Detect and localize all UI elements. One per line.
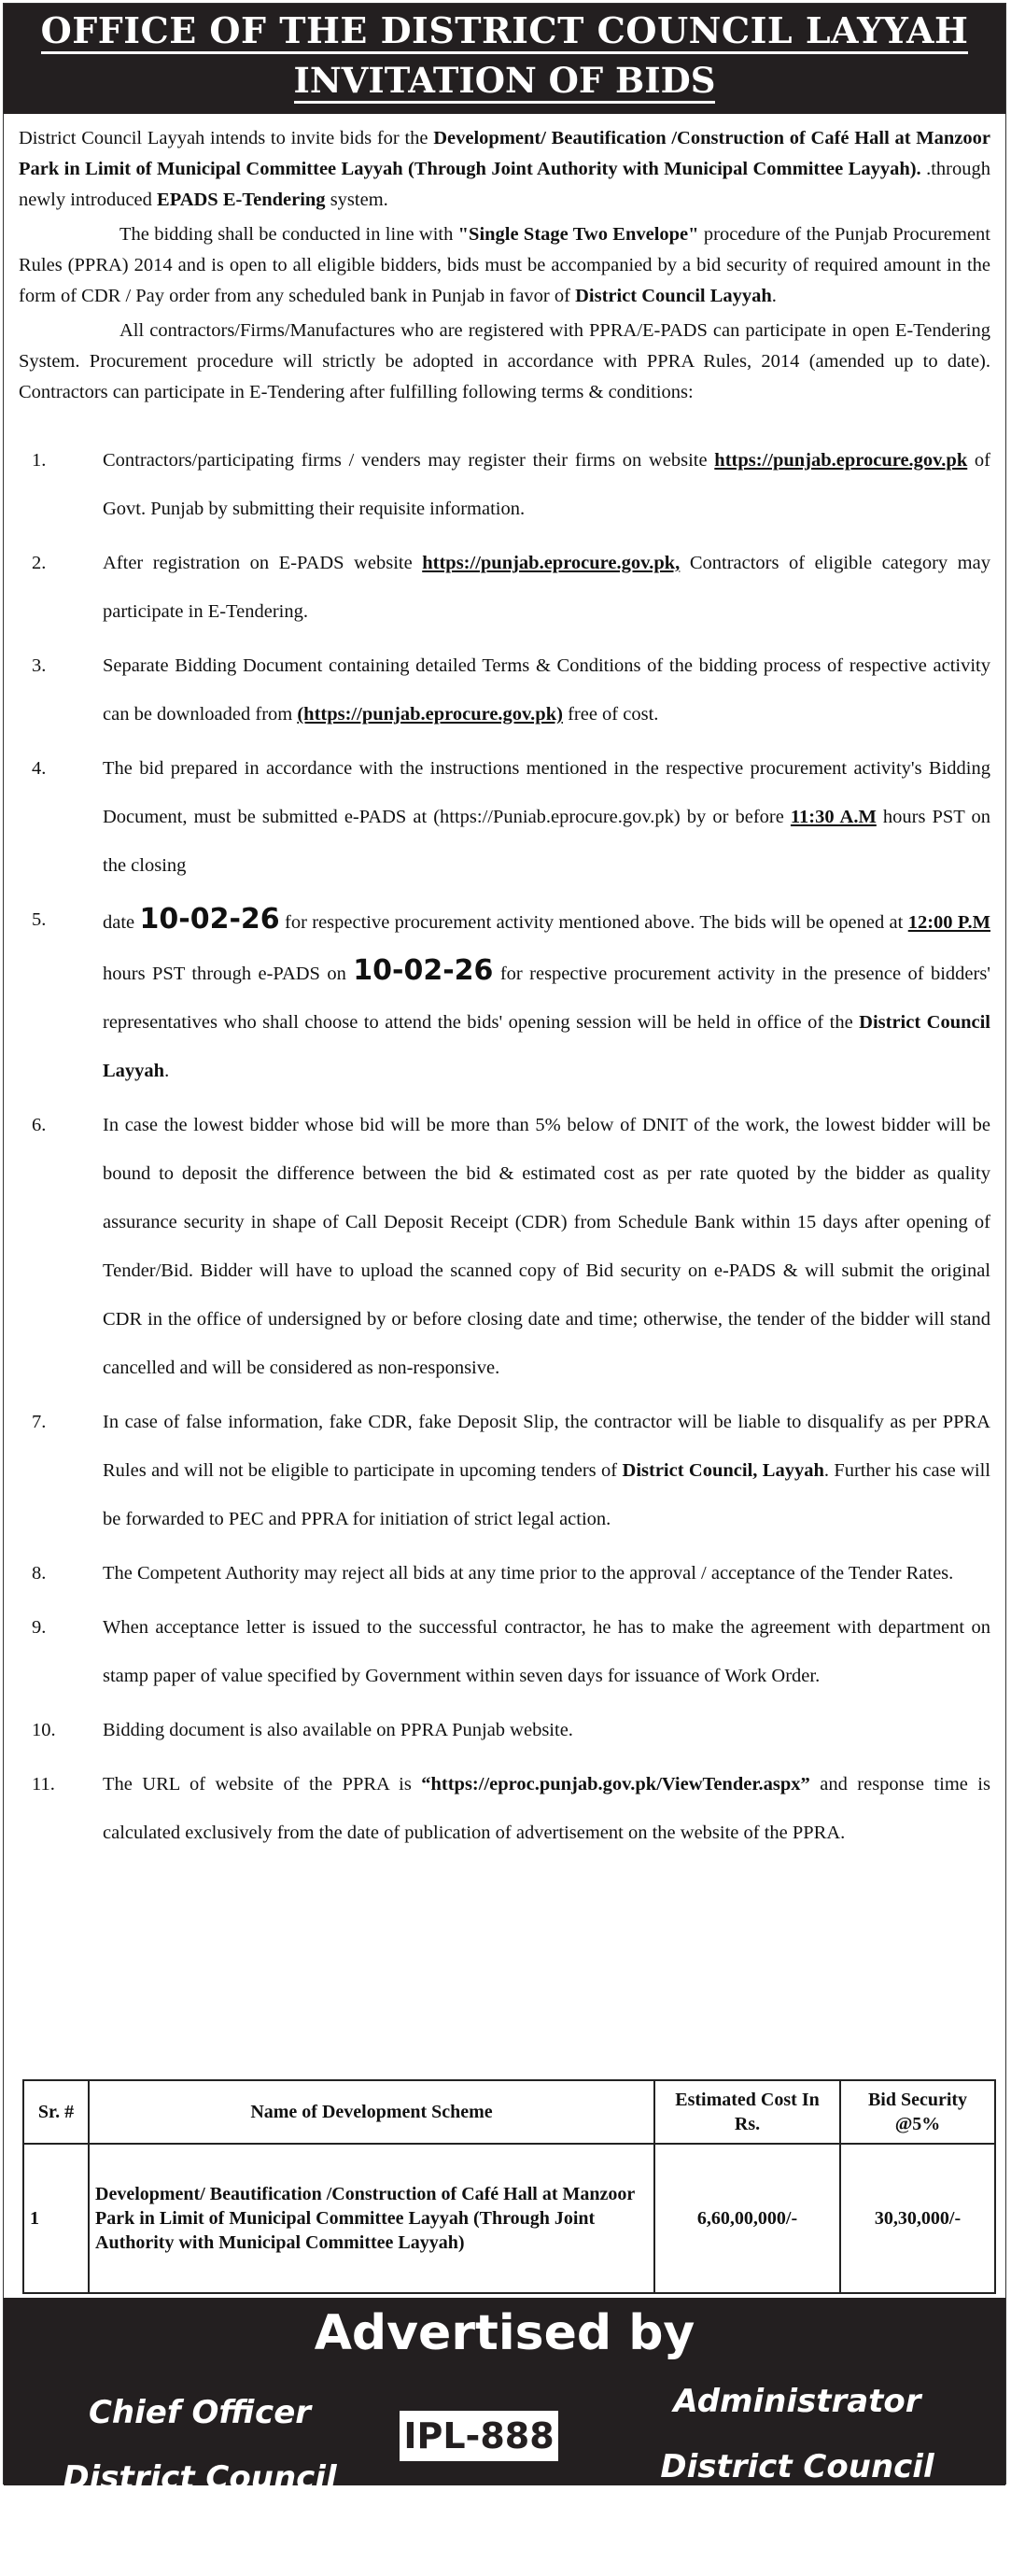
- ppra-url[interactable]: “https://eproc.punjab.gov.pk/ViewTender.aspx”: [421, 1774, 810, 1795]
- item-number: 1.: [32, 450, 47, 471]
- intro-text: system.: [325, 190, 388, 210]
- col-header-security: Bid Security @5%: [840, 2080, 995, 2144]
- scheme-name-bold: Development/ Beautification /Construction of Café Hall at Manzoor Park in Limit of Municipal Committee Layyah (Through Joint Authority with Municipal Committee Layyah).: [19, 128, 991, 179]
- intro-text: procedure of the Punjab Procurement Rules (PPRA) 2014 and is open to all eligible bidders, bids must be accompanied by a bid security of required amount in the form of CDR / Pay order from any scheduled bank in Punjab in favor of: [19, 224, 990, 306]
- tender-notice: [3, 3, 1006, 2562]
- item-text: .: [164, 1061, 170, 1081]
- item-text: The Competent Authority may reject all bids at any time prior to the approval / acceptance of the Tender Rates.: [103, 1563, 954, 1584]
- item-text: The bid prepared in accordance with the instructions mentioned in the respective procurement activity's Bidding Document, must be submitted e-PADS at (https://Puniab.eprocure.gov.pk) by or before: [103, 758, 990, 827]
- notice-body: [19, 123, 990, 1863]
- condition-item-7: [19, 1398, 990, 1543]
- item-number: 6.: [32, 1115, 47, 1135]
- intro-paragraph-3: All contractors/Firms/Manufactures who are registered with PPRA/E-PADS can participate in open E-Tendering System. Procurement procedure will strictly be adopted in accordance with PPRA Rules, 2014 (amended up to date). Contractors can participate in E-Tendering after fulfilling following terms & conditions:: [19, 320, 990, 402]
- council-bold: District Council Layyah: [575, 286, 772, 306]
- item-text: . Further his case will be forwarded to PEC and PPRA for initiation of strict legal action.: [103, 1460, 990, 1529]
- intro-text: .: [771, 286, 777, 306]
- condition-item-6: [19, 1101, 990, 1392]
- eprocure-link[interactable]: (https://punjab.eprocure.gov.pk): [297, 704, 563, 725]
- cell-bid-security: 30,30,000/-: [840, 2144, 995, 2293]
- signatory-org: District Council Layyah: [660, 2448, 934, 2551]
- item-number: 9.: [32, 1617, 47, 1638]
- item-number: 5.: [32, 909, 47, 930]
- item-text: hours PST on the closing: [103, 807, 990, 876]
- item-number: 8.: [32, 1563, 47, 1584]
- intro-text: .through newly introduced: [19, 159, 990, 210]
- eprocure-link[interactable]: https://punjab.eprocure.gov.pk,: [422, 553, 681, 573]
- condition-item-4: [19, 744, 990, 890]
- condition-item-11: [19, 1760, 990, 1857]
- item-number: 4.: [32, 758, 47, 779]
- cell-scheme-name: Development/ Beautification /Construction of Café Hall at Manzoor Park in Limit of Municipal Committee Layyah (Through Joint Authority with Municipal Committee Layyah): [89, 2144, 654, 2293]
- condition-item-3: [19, 641, 990, 739]
- condition-item-9: [19, 1603, 990, 1700]
- opening-time: 12:00 P.M: [907, 912, 990, 933]
- item-text: and response time is calculated exclusively from the date of publication of advertisement on the website of the PPRA.: [103, 1774, 990, 1843]
- schemes-table: [22, 2079, 996, 2294]
- condition-item-5: [19, 895, 990, 1095]
- item-text: free of cost.: [562, 704, 659, 725]
- col-header-sr: Sr. #: [23, 2080, 89, 2144]
- item-text: When acceptance letter is issued to the successful contractor, he has to make the agreement with department on stamp paper of value specified by Government within seven days for issuance of Work Order.: [103, 1617, 990, 1686]
- item-text: date: [103, 912, 140, 933]
- procedure-bold: "Single Stage Two Envelope": [457, 224, 699, 245]
- intro-text: The bidding shall be conducted in line with: [119, 224, 458, 245]
- item-text: In case of false information, fake CDR, fake Deposit Slip, the contractor will be liable to disqualify as per PPRA Rules and will not be eligible to participate in upcoming tenders of: [103, 1412, 990, 1481]
- intro-text: District Council Layyah intends to invite bids for the: [19, 128, 434, 148]
- item-number: 2.: [32, 553, 47, 573]
- item-text: Contractors/participating firms / venders may register their firms on website: [103, 450, 715, 471]
- item-text: for respective procurement activity in the presence of bidders' representatives who shall choose to attend the bids' opening session will be held in office of the: [103, 964, 990, 1033]
- item-text: hours PST through e-PADS on: [103, 964, 354, 984]
- signatory-title: Chief Officer: [88, 2394, 312, 2431]
- item-number: 3.: [32, 655, 47, 676]
- notice-header: [4, 4, 1005, 114]
- cell-estimated-cost: 6,60,00,000/-: [654, 2144, 840, 2293]
- council-bold: District Council, Layyah: [622, 1460, 824, 1481]
- signatory-org: District Council Layyah: [63, 2459, 337, 2562]
- conditions-list: [19, 436, 990, 1857]
- opening-date: 10-02-26: [353, 954, 494, 987]
- item-text: Bidding document is also available on PPRA Punjab website.: [103, 1720, 573, 1740]
- advertiser-footer: [4, 2298, 1005, 2562]
- notice-title: INVITATION OF BIDS: [4, 60, 1005, 101]
- closing-time: 11:30 A.M: [790, 807, 877, 827]
- item-number: 10.: [32, 1720, 56, 1740]
- item-text: The URL of website of the PPRA is: [103, 1774, 422, 1795]
- signatory-left: [22, 2380, 377, 2576]
- condition-item-8: [19, 1549, 990, 1598]
- item-text: In case the lowest bidder whose bid will be more than 5% below of DNIT of the work, the lowest bidder will be bound to deposit the difference between the bid & estimated cost as per rate quoted by the bidder as quality assurance security in shape of Call Deposit Receipt (CDR) from Schedule Bank within 15 days after opening of Tender/Bid. Bidder will have to upload the scanned copy of Bid security on e-PADS & will submit the original CDR in the office of undersigned by or before closing date and time; otherwise, the tender of the bidder will stand cancelled and will be considered as non-responsive.: [103, 1115, 990, 1378]
- item-text: of Govt. Punjab by submitting their requisite information.: [103, 450, 991, 519]
- office-title: OFFICE OF THE DISTRICT COUNCIL LAYYAH: [4, 9, 1005, 51]
- signatory-right: [611, 2369, 984, 2565]
- epads-bold: EPADS E-Tendering: [157, 190, 326, 210]
- eprocure-link[interactable]: https://punjab.eprocure.gov.pk: [714, 450, 968, 471]
- condition-item-10: [19, 1706, 990, 1754]
- intro-paragraph-1: [19, 123, 990, 216]
- item-text: After registration on E-PADS website: [103, 553, 423, 573]
- table-header-row: [23, 2080, 995, 2144]
- council-bold: District Council Layyah: [103, 1012, 990, 1081]
- table-row: [23, 2144, 995, 2293]
- item-text: for respective procurement activity mentioned above. The bids will be opened at: [279, 912, 908, 933]
- col-header-name: Name of Development Scheme: [89, 2080, 654, 2144]
- signatory-title: Administrator: [673, 2383, 921, 2420]
- closing-date: 10-02-26: [139, 903, 280, 936]
- item-text: Contractors of eligible category may participate in E-Tendering.: [103, 553, 990, 622]
- item-text: Separate Bidding Document containing detailed Terms & Conditions of the bidding process of respective activity can be downloaded from: [103, 655, 990, 725]
- cell-sr: 1: [23, 2144, 89, 2293]
- condition-item-2: [19, 539, 990, 636]
- col-header-cost: Estimated Cost In Rs.: [654, 2080, 840, 2144]
- item-number: 7.: [32, 1412, 47, 1432]
- intro-paragraph-2: [19, 219, 990, 312]
- condition-item-1: [19, 436, 990, 533]
- advertised-by-heading: Advertised by: [314, 2305, 695, 2361]
- item-number: 11.: [32, 1774, 55, 1795]
- ipl-code-badge: IPL-888: [400, 2411, 558, 2461]
